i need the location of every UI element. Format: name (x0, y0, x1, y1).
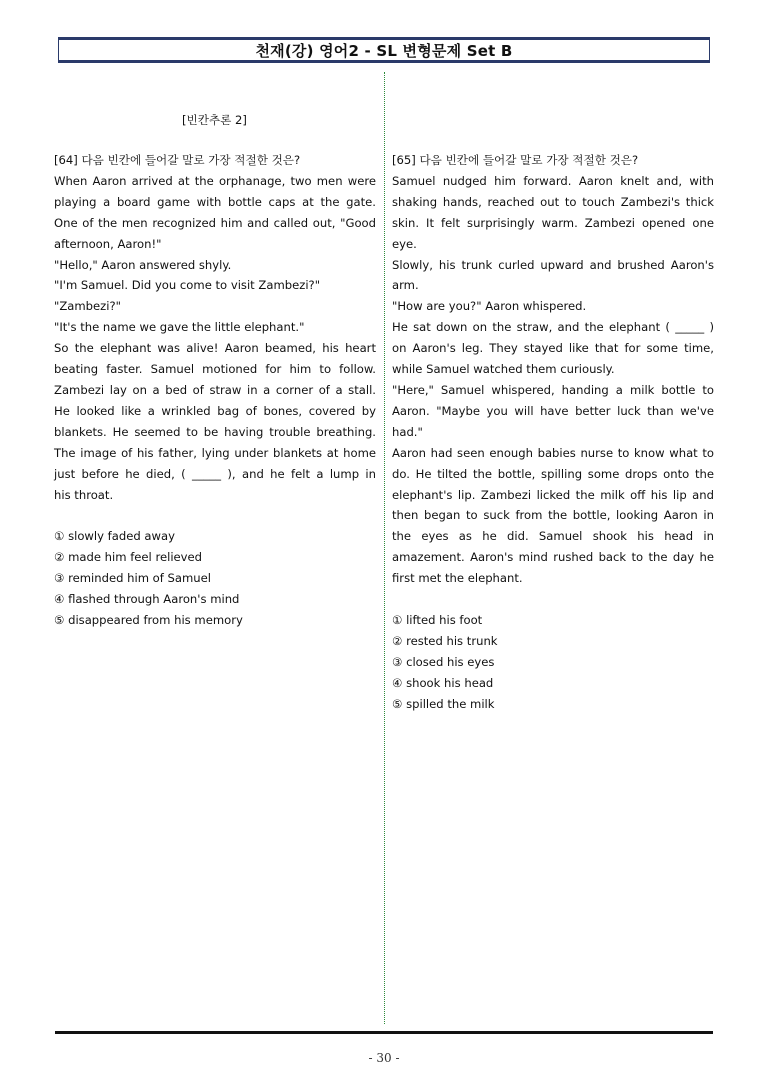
passage-line: "Here," Samuel whispered, handing a milk bottle to (392, 382, 714, 397)
answer-option-1[interactable]: ① lifted his foot (392, 612, 483, 627)
answer-option-3[interactable]: ③ closed his eyes (392, 654, 495, 669)
passage-line: just before he died, ( _____ ), and he felt a lump in (54, 466, 376, 481)
passage-line: his throat. (54, 487, 114, 502)
passage-line: Aaron. "Maybe you will have better luck than we've (392, 403, 714, 418)
passage-line: had." (392, 424, 423, 439)
passage-line: while Samuel watched them curiously. (392, 362, 615, 377)
answer-option-4[interactable]: ④ shook his head (392, 675, 494, 690)
passage-line: the eyes as he did. Samuel shook his head in (392, 529, 714, 544)
question-65-options (392, 610, 714, 715)
question-64-options (54, 526, 376, 631)
passage-line: do. He tilted the bottle, spilling some drops onto the (392, 466, 714, 481)
passage-line: Zambezi lay on a bed of straw in a corner of a stall. (54, 382, 376, 397)
header-title: 천재(강) 영어2 - SL 변형문제 Set B (255, 41, 513, 60)
passage-line: elephant's lip. Zambezi licked the milk off his lip and (392, 487, 714, 502)
passage-line: afternoon, Aaron!" (54, 236, 162, 251)
question-65-prompt: [65] 다음 빈칸에 들어갈 말로 가장 적절한 것은? (392, 153, 639, 167)
answer-option-1[interactable]: ① slowly faded away (54, 529, 175, 544)
passage-line: He looked like a wrinkled bag of bones, covered by (54, 403, 376, 418)
passage-line: "How are you?" Aaron whispered. (392, 299, 587, 314)
passage-line: amazement. Aaron's mind rushed back to the day he (392, 550, 714, 565)
passage-line: beating faster. Samuel motioned for him to follow. (54, 362, 376, 377)
passage-line: on Aaron's leg. They stayed like that for some time, (392, 341, 714, 356)
answer-option-5[interactable]: ⑤ spilled the milk (392, 696, 495, 711)
passage-line: The image of his father, lying under blankets at home (54, 445, 376, 460)
passage-line: When Aaron arrived at the orphanage, two men were (54, 173, 376, 188)
question-64-passage (54, 171, 376, 506)
section-label: [빈칸추론 2] (182, 113, 247, 127)
passage-line: shaking hands, reached out to touch Zambezi's thick (392, 194, 714, 209)
passage-line: Aaron had seen enough babies nurse to know what to (392, 445, 714, 460)
passage-line: blankets. He seemed to be having trouble breathing. (54, 424, 376, 439)
passage-line: arm. (392, 278, 419, 293)
column-divider (384, 72, 385, 1024)
answer-option-5[interactable]: ⑤ disappeared from his memory (54, 612, 243, 627)
answer-option-2[interactable]: ② made him feel relieved (54, 550, 203, 565)
answer-option-4[interactable]: ④ flashed through Aaron's mind (54, 592, 240, 607)
passage-line: "I'm Samuel. Did you come to visit Zambezi?" (54, 278, 321, 293)
passage-line: He sat down on the straw, and the elephant ( _____ ) (392, 320, 714, 335)
footer-rule (55, 1031, 713, 1034)
passage-line: first met the elephant. (392, 571, 523, 586)
passage-line: One of the men recognized him and called out, "Good (54, 215, 376, 230)
passage-line: "Zambezi?" (54, 299, 121, 314)
passage-line: So the elephant was alive! Aaron beamed, his heart (54, 341, 376, 356)
answer-option-2[interactable]: ② rested his trunk (392, 633, 498, 648)
passage-line: "It's the name we gave the little elephant." (54, 320, 305, 335)
passage-line: Slowly, his trunk curled upward and brushed Aaron's (392, 257, 714, 272)
passage-line: Samuel nudged him forward. Aaron knelt and, with (392, 173, 714, 188)
answer-option-3[interactable]: ③ reminded him of Samuel (54, 571, 211, 586)
passage-line: skin. It felt surprisingly warm. Zambezi opened one eye. (392, 215, 714, 251)
passage-line: "Hello," Aaron answered shyly. (54, 257, 232, 272)
page-number: - 30 - (368, 1051, 400, 1065)
question-64-prompt: [64] 다음 빈칸에 들어갈 말로 가장 적절한 것은? (54, 153, 301, 167)
passage-line: playing a board game with bottle caps at the gate. (54, 194, 376, 209)
page-header (58, 37, 710, 63)
question-65 (392, 150, 714, 714)
question-64 (54, 150, 376, 631)
passage-line: then began to suck from the bottle, looking Aaron in (392, 508, 714, 523)
question-65-passage (392, 171, 714, 589)
